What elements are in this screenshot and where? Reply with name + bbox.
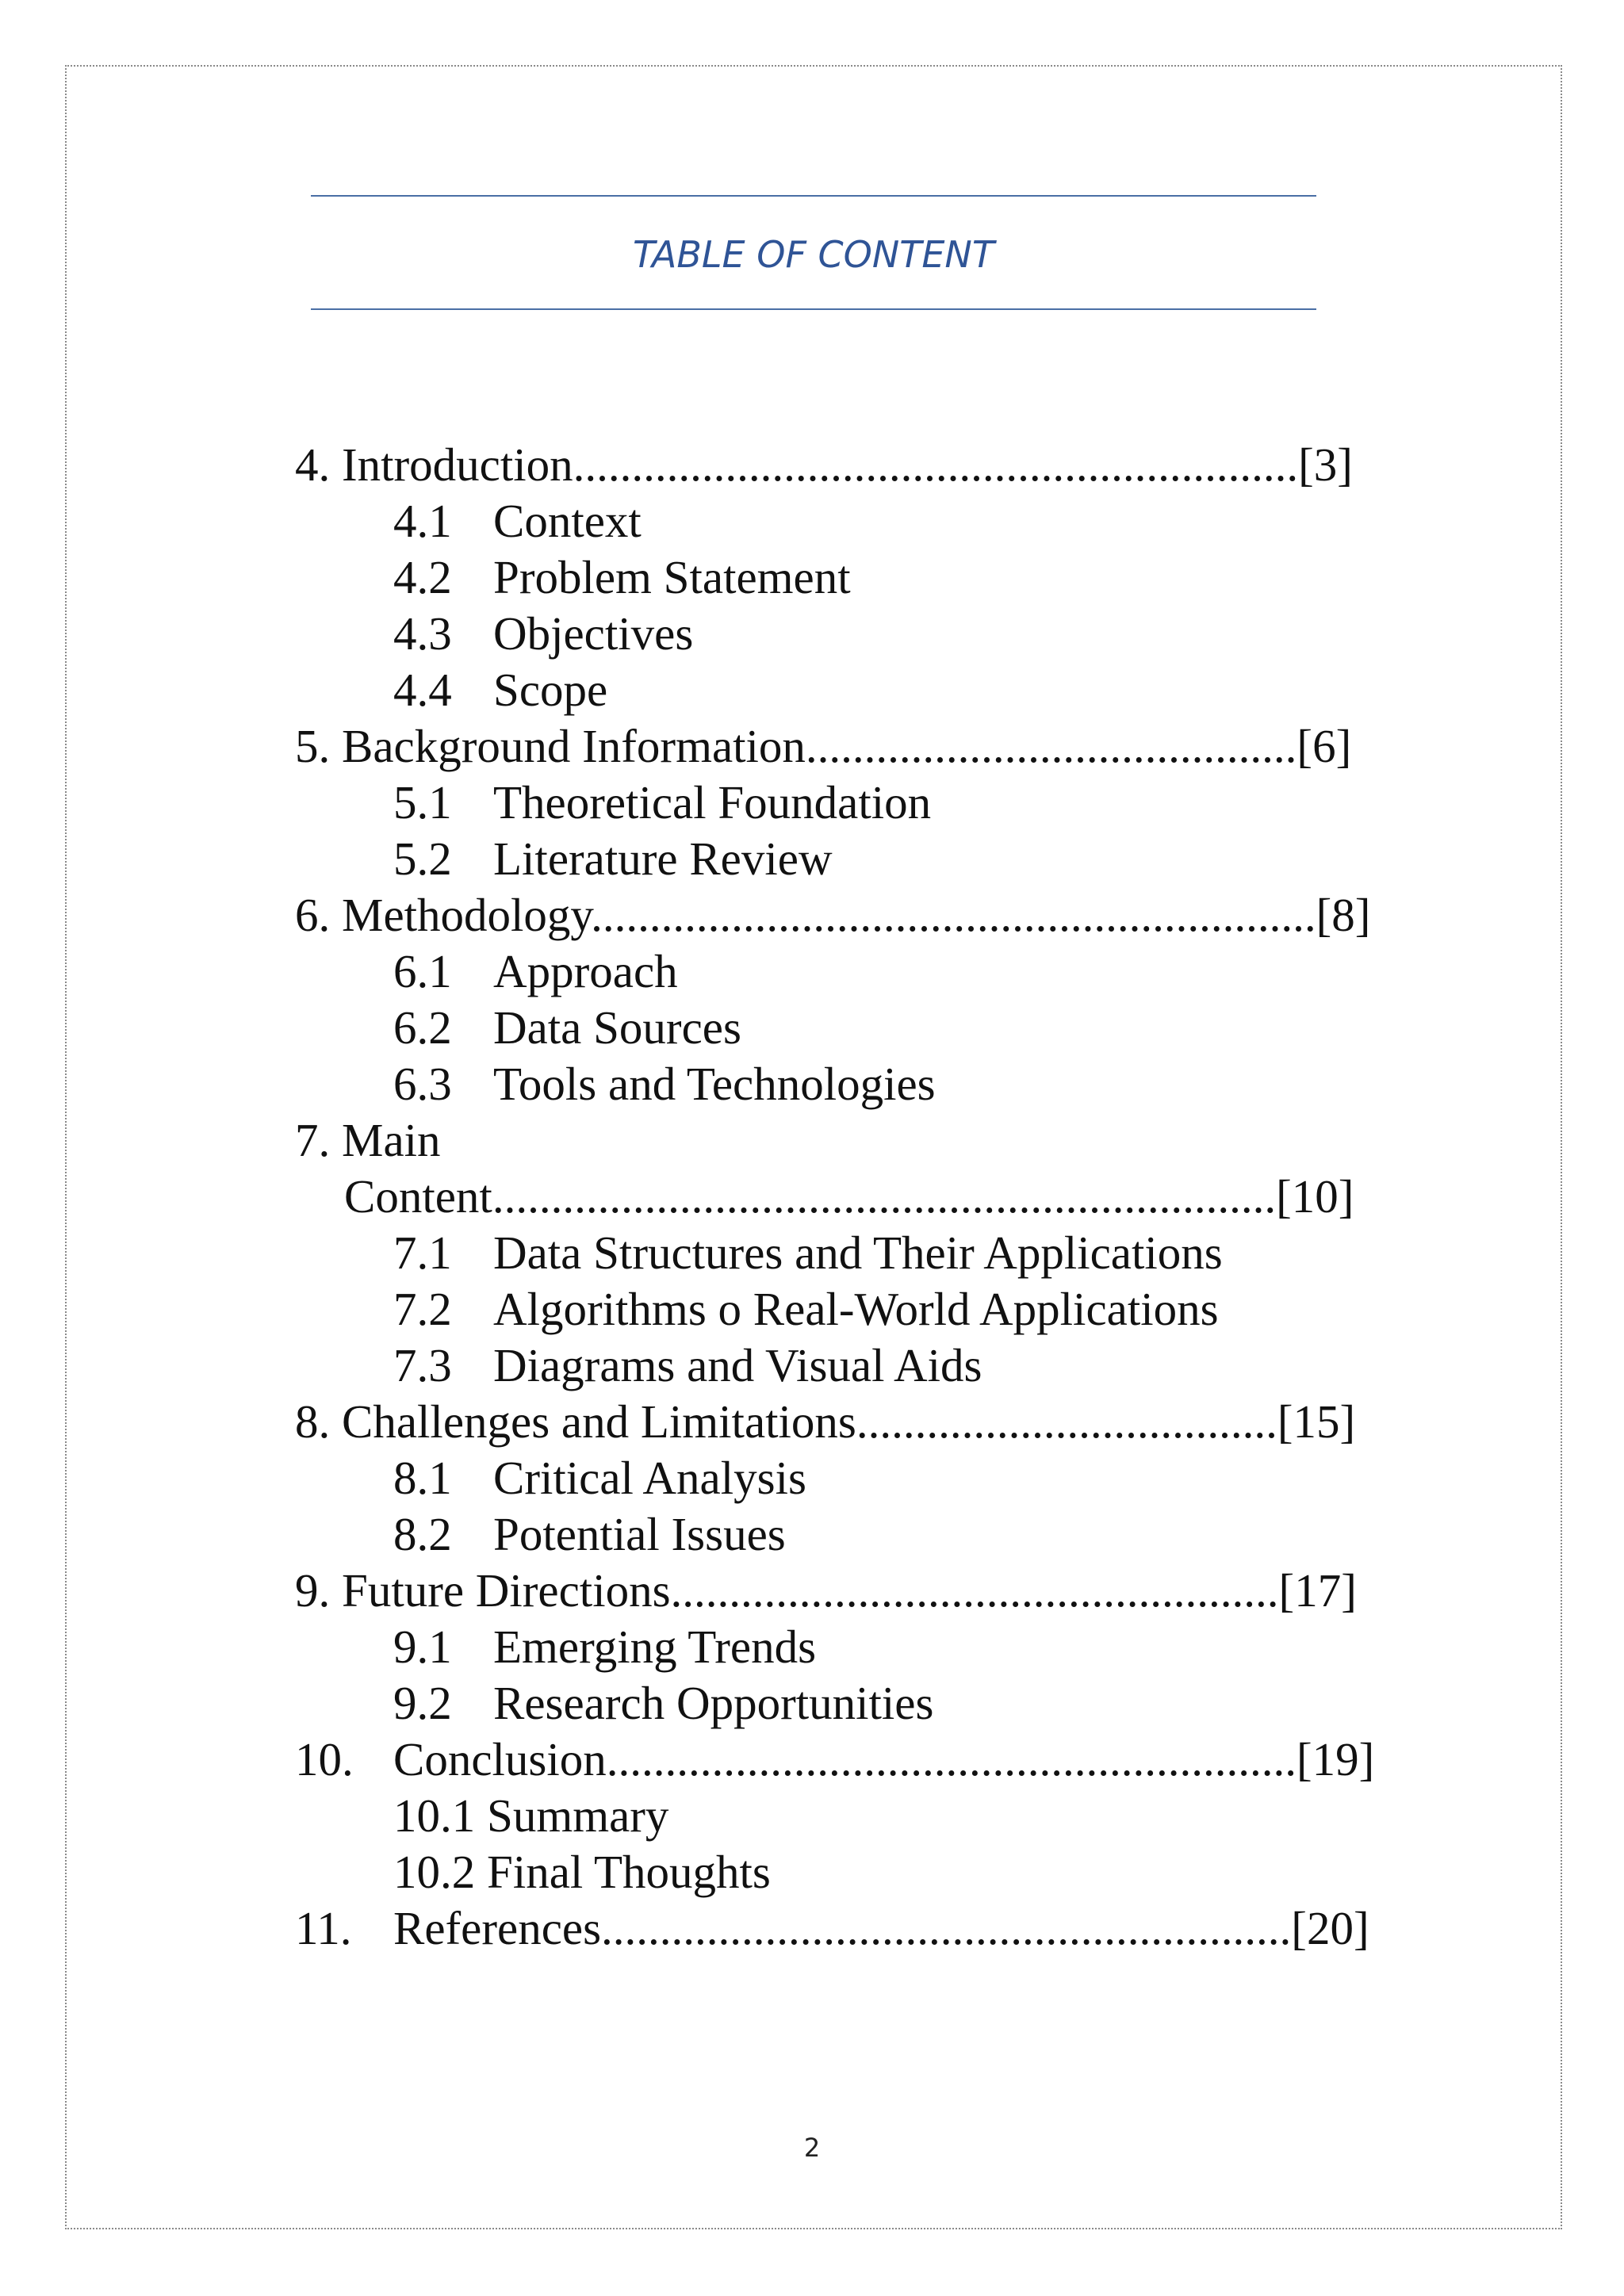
toc-subentry-label: Literature Review bbox=[493, 832, 833, 885]
toc-subentry-label: 10.2 Final Thoughts bbox=[393, 1846, 771, 1898]
toc-subentry-number: 6.3 bbox=[393, 1058, 452, 1110]
toc-subentry-7-1[interactable] bbox=[295, 1226, 1429, 1282]
toc-subentry-label: Algorithms o Real-World Applications bbox=[493, 1283, 1219, 1335]
toc-subentry-number: 7.1 bbox=[393, 1226, 452, 1279]
toc-entry-methodology[interactable] bbox=[295, 888, 1429, 944]
toc-subentry-label: Scope bbox=[493, 664, 608, 716]
toc-subentry-label: Problem Statement bbox=[493, 551, 851, 603]
toc-entry-number: 11. bbox=[295, 1902, 352, 1954]
toc-subentry-10-2[interactable] bbox=[295, 1845, 1429, 1901]
toc-entry-future-directions[interactable] bbox=[295, 1563, 1429, 1620]
toc-entry-number: 10. bbox=[295, 1733, 354, 1785]
toc-subentry-8-2[interactable] bbox=[295, 1507, 1429, 1563]
toc-entry-label: References...........................................................[20] bbox=[393, 1902, 1369, 1954]
toc-subentry-6-3[interactable] bbox=[295, 1057, 1429, 1113]
toc-subentry-5-2[interactable] bbox=[295, 832, 1429, 888]
toc-entry-introduction[interactable] bbox=[295, 438, 1429, 494]
page-number: 2 bbox=[803, 2133, 821, 2163]
toc-subentry-number: 8.1 bbox=[393, 1452, 452, 1504]
toc-entry-background[interactable] bbox=[295, 719, 1429, 775]
toc-subentry-label: Context bbox=[493, 495, 642, 547]
toc-subentry-7-3[interactable] bbox=[295, 1338, 1429, 1395]
toc-subentry-label: Research Opportunities bbox=[493, 1677, 934, 1729]
title-rule-top bbox=[311, 195, 1316, 197]
toc-title: TABLE OF CONTENT bbox=[633, 233, 994, 276]
toc-subentry-4-2[interactable] bbox=[295, 550, 1429, 607]
table-of-contents bbox=[295, 438, 1429, 1957]
toc-subentry-label: Objectives bbox=[493, 607, 694, 660]
toc-subentry-number: 7.3 bbox=[393, 1339, 452, 1391]
toc-entry-references[interactable] bbox=[295, 1901, 1429, 1957]
toc-subentry-number: 5.2 bbox=[393, 832, 452, 885]
toc-subentry-number: 4.3 bbox=[393, 607, 452, 660]
toc-subentry-8-1[interactable] bbox=[295, 1451, 1429, 1507]
toc-subentry-number: 6.2 bbox=[393, 1001, 452, 1054]
toc-subentry-5-1[interactable] bbox=[295, 775, 1429, 832]
toc-entry-main-content[interactable] bbox=[295, 1113, 1429, 1169]
toc-subentry-number: 4.1 bbox=[393, 495, 452, 547]
toc-subentry-label: Data Sources bbox=[493, 1001, 741, 1054]
toc-entry-label: 8. Challenges and Limitations....................................[15] bbox=[295, 1395, 1356, 1448]
toc-entry-label: 5. Background Information..........................................[6] bbox=[295, 720, 1352, 772]
toc-subentry-9-2[interactable] bbox=[295, 1676, 1429, 1732]
toc-subentry-10-1[interactable] bbox=[295, 1789, 1429, 1845]
toc-subentry-number: 6.1 bbox=[393, 945, 452, 997]
toc-entry-conclusion[interactable] bbox=[295, 1732, 1429, 1789]
toc-subentry-number: 4.2 bbox=[393, 551, 452, 603]
toc-subentry-number: 9.1 bbox=[393, 1621, 452, 1673]
toc-subentry-label: Tools and Technologies bbox=[493, 1058, 936, 1110]
toc-subentry-label: Diagrams and Visual Aids bbox=[493, 1339, 982, 1391]
toc-entry-challenges[interactable] bbox=[295, 1395, 1429, 1451]
toc-subentry-6-2[interactable] bbox=[295, 1001, 1429, 1057]
title-rule-bottom bbox=[311, 308, 1316, 310]
toc-entry-label: Conclusion...........................................................[19] bbox=[393, 1733, 1375, 1785]
toc-subentry-4-4[interactable] bbox=[295, 663, 1429, 719]
toc-subentry-label: Emerging Trends bbox=[493, 1621, 817, 1673]
toc-subentry-4-1[interactable] bbox=[295, 494, 1429, 550]
toc-entry-label: Content...................................................................[10] bbox=[344, 1170, 1354, 1223]
toc-entry-label: 4. Introduction..............................................................[3] bbox=[295, 438, 1353, 491]
toc-subentry-label: Critical Analysis bbox=[493, 1452, 806, 1504]
toc-subentry-number: 9.2 bbox=[393, 1677, 452, 1729]
toc-subentry-number: 7.2 bbox=[393, 1283, 452, 1335]
toc-subentry-label: 10.1 Summary bbox=[393, 1789, 669, 1842]
toc-subentry-6-1[interactable] bbox=[295, 944, 1429, 1001]
toc-subentry-label: Theoretical Foundation bbox=[493, 776, 932, 828]
toc-entry-label: 9. Future Directions....................................................[17] bbox=[295, 1564, 1357, 1617]
toc-subentry-number: 8.2 bbox=[393, 1508, 452, 1560]
toc-subentry-label: Data Structures and Their Applications bbox=[493, 1226, 1223, 1279]
toc-subentry-9-1[interactable] bbox=[295, 1620, 1429, 1676]
toc-entry-main-content-continued[interactable] bbox=[295, 1169, 1429, 1226]
toc-subentry-4-3[interactable] bbox=[295, 607, 1429, 663]
toc-subentry-label: Approach bbox=[493, 945, 678, 997]
toc-subentry-7-2[interactable] bbox=[295, 1282, 1429, 1338]
toc-entry-label: 6. Methodology..............................................................[8] bbox=[295, 889, 1371, 941]
toc-entry-label: 7. Main bbox=[295, 1114, 441, 1166]
toc-subentry-label: Potential Issues bbox=[493, 1508, 786, 1560]
toc-subentry-number: 5.1 bbox=[393, 776, 452, 828]
toc-subentry-number: 4.4 bbox=[393, 664, 452, 716]
